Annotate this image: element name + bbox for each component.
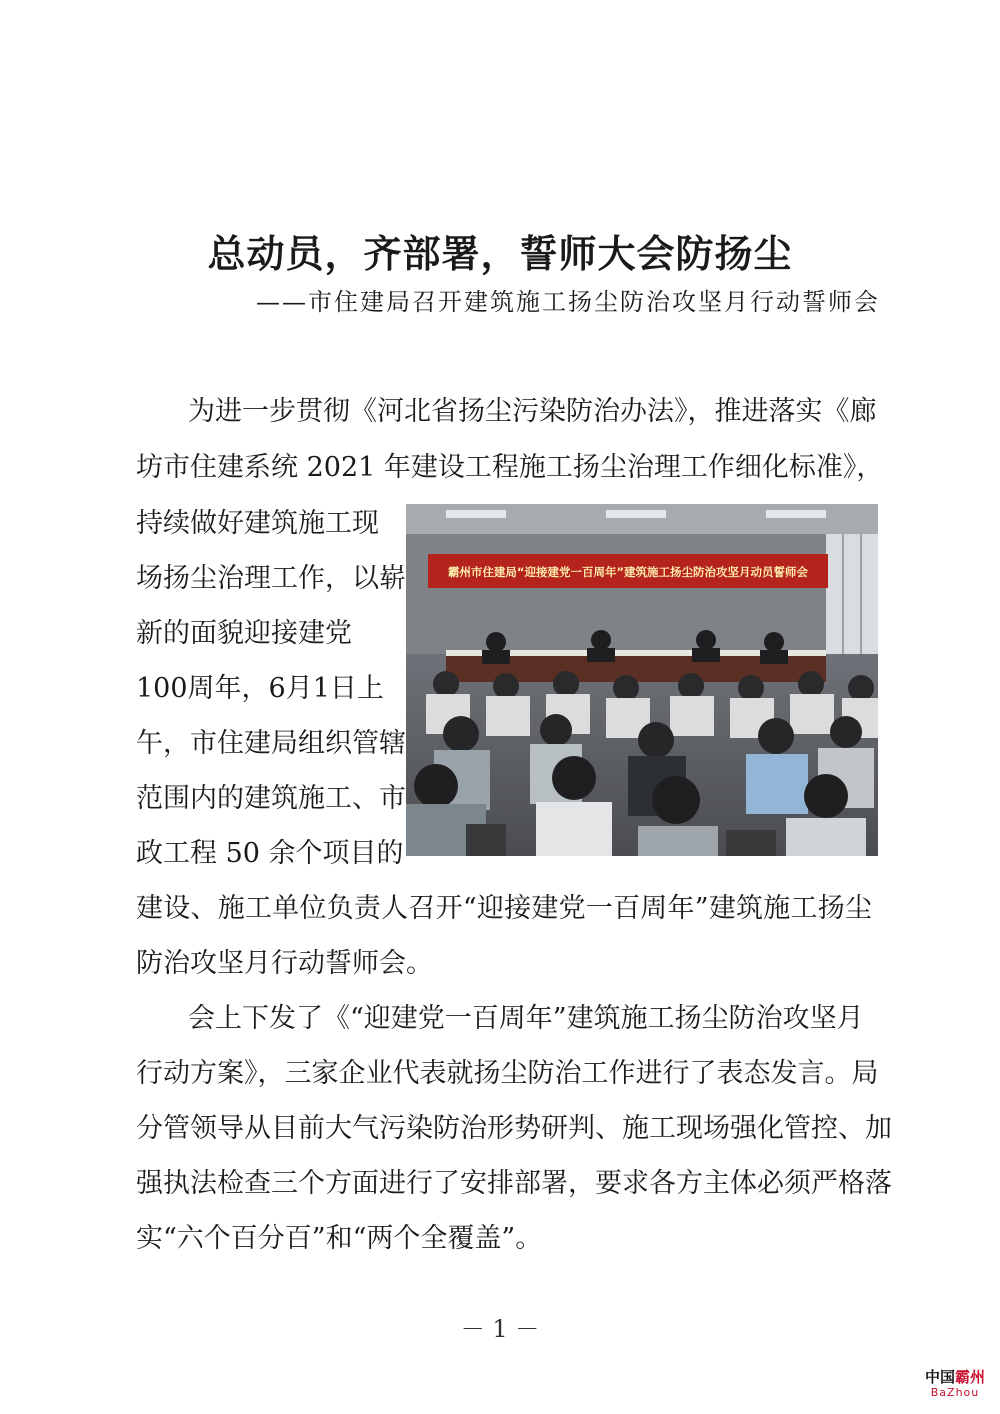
paragraph-1-line-6: 100周年，6月1日上: [136, 673, 384, 704]
page-number: － 1 －: [460, 1315, 540, 1343]
paragraph-2-line-4: 强执法检查三个方面进行了安排部署，要求各方主体必须严格落: [136, 1168, 892, 1199]
paragraph-1-line-1: 为进一步贯彻《河北省扬尘污染防治办法》，推进落实《廊: [188, 396, 877, 427]
site-watermark-logo: [918, 1368, 992, 1400]
paragraph-1-line-7: 午，市住建局组织管辖: [136, 728, 406, 759]
paragraph-1-line-4: 场扬尘治理工作，以崭: [136, 563, 406, 594]
paragraph-2-line-3: 分管领导从目前大气污染防治形势研判、施工现场强化管控、加: [136, 1113, 892, 1144]
document-title: 总动员，齐部署，誓师大会防扬尘: [207, 232, 793, 276]
paragraph-1-line-2: 坊市住建系统 2021 年建设工程施工扬尘治理工作细化标准》，: [136, 452, 884, 483]
watermark-cn-part2: 霸州: [955, 1368, 986, 1386]
document-subtitle: ——市住建局召开建筑施工扬尘防治攻坚月行动誓师会: [256, 288, 880, 316]
paragraph-1-line-3: 持续做好建筑施工现: [136, 508, 379, 539]
paragraph-1-line-9: 政工程 50 余个项目的: [136, 838, 404, 869]
watermark-cn-part1: 中国: [924, 1368, 955, 1386]
paragraph-2-line-1: 会上下发了《“迎建党一百周年”建筑施工扬尘防治攻坚月: [188, 1003, 864, 1034]
meeting-photo: [406, 504, 878, 856]
paragraph-2-line-2: 行动方案》，三家企业代表就扬尘防治工作进行了表态发言。局: [136, 1058, 879, 1089]
watermark-en: BaZhou: [930, 1386, 980, 1399]
paragraph-1-line-5: 新的面貌迎接建党: [136, 618, 352, 649]
paragraph-2-line-5: 实“六个百分百”和“两个全覆盖”。: [136, 1223, 543, 1254]
paragraph-1-line-8: 范围内的建筑施工、市: [136, 783, 406, 814]
photo-banner-text: 霸州市住建局“迎接建党一百周年”建筑施工扬尘防治攻坚月动员誓师会: [447, 565, 809, 579]
paragraph-1-line-10: 建设、施工单位负责人召开“迎接建党一百周年”建筑施工扬尘: [136, 893, 872, 924]
paragraph-1-line-11: 防治攻坚月行动誓师会。: [136, 948, 433, 979]
